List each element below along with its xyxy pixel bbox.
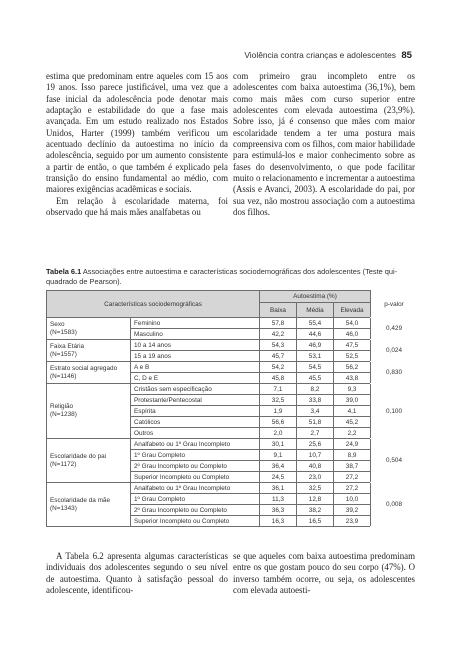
cell-baixa: 11,3 bbox=[260, 494, 297, 505]
group-label: Faixa Etária (N=1557) bbox=[47, 340, 131, 362]
row-label: Masculino bbox=[131, 329, 260, 340]
row-label: Católicos bbox=[131, 417, 260, 428]
cell-baixa: 36,4 bbox=[260, 461, 297, 472]
row-label: Protestante/Pentecostal bbox=[131, 395, 260, 406]
group-label: Sexo (N=1583) bbox=[47, 318, 131, 340]
row-label: 2º Grau Incompleto ou Completo bbox=[131, 505, 260, 516]
cell-media: 45,5 bbox=[297, 373, 334, 384]
cell-elevada: 47,5 bbox=[334, 340, 371, 351]
text-column-right bbox=[233, 71, 415, 218]
cell-baixa: 36,1 bbox=[260, 483, 297, 494]
row-label: 15 a 19 anos bbox=[131, 351, 260, 362]
cell-elevada: 39,0 bbox=[334, 395, 371, 406]
cell-baixa: 54,2 bbox=[260, 362, 297, 373]
cell-baixa: 2,0 bbox=[260, 428, 297, 439]
row-label: Espírita bbox=[131, 406, 260, 417]
row-label: Outros bbox=[131, 428, 260, 439]
table-body bbox=[47, 318, 418, 527]
header-media: Média bbox=[297, 303, 334, 318]
table-caption-label: Tabela 6.1 bbox=[46, 267, 82, 276]
cell-media: 3,4 bbox=[297, 406, 334, 417]
cell-media: 32,5 bbox=[297, 483, 334, 494]
cell-media: 25,6 bbox=[297, 439, 334, 450]
cell-baixa: 24,5 bbox=[260, 472, 297, 483]
running-title: Violência contra crianças e adolescentes bbox=[244, 50, 396, 60]
row-label: Feminino bbox=[131, 318, 260, 329]
cell-elevada: 43,8 bbox=[334, 373, 371, 384]
row-label: A e B bbox=[131, 362, 260, 373]
cell-media: 33,8 bbox=[297, 395, 334, 406]
table-row bbox=[47, 340, 418, 351]
cell-baixa: 56,6 bbox=[260, 417, 297, 428]
cell-elevada: 8,9 bbox=[334, 450, 371, 461]
running-header bbox=[244, 50, 412, 61]
p-value: 0,429 bbox=[371, 318, 418, 340]
group-label: Escolaridade da mãe (N=1343) bbox=[47, 483, 131, 527]
page-number: 85 bbox=[401, 50, 412, 61]
cell-media: 38,2 bbox=[297, 505, 334, 516]
cell-media: 10,7 bbox=[297, 450, 334, 461]
cell-elevada: 24,9 bbox=[334, 439, 371, 450]
table-row bbox=[47, 483, 418, 494]
cell-elevada: 39,2 bbox=[334, 505, 371, 516]
cell-baixa: 16,3 bbox=[260, 516, 297, 527]
row-label: Analfabeto ou 1º Grau Incompleto bbox=[131, 483, 260, 494]
cell-media: 40,8 bbox=[297, 461, 334, 472]
header-elevada: Elevada bbox=[334, 303, 371, 318]
cell-media: 16,5 bbox=[297, 516, 334, 527]
cell-baixa: 54,3 bbox=[260, 340, 297, 351]
row-label: 1º Grau Completo bbox=[131, 494, 260, 505]
cell-elevada: 10,0 bbox=[334, 494, 371, 505]
cell-elevada: 27,2 bbox=[334, 483, 371, 494]
cell-elevada: 46,0 bbox=[334, 329, 371, 340]
header-characteristics: Características sociodemográficas bbox=[47, 291, 260, 318]
paragraph: A Tabela 6.2 apresenta algumas características individuais dos adolescentes segundo o seu nível de autoestima. Quanto à satisfação pessoal do adolescente, identificou- bbox=[46, 551, 228, 596]
table-row bbox=[47, 384, 418, 395]
cell-media: 23,0 bbox=[297, 472, 334, 483]
p-value: 0,100 bbox=[371, 384, 418, 439]
data-table bbox=[46, 290, 418, 527]
group-label: Religião (N=1238) bbox=[47, 384, 131, 439]
cell-baixa: 1,9 bbox=[260, 406, 297, 417]
paragraph: Em relação à escolaridade materna, foi observado que há mais mães analfabetas ou bbox=[46, 195, 228, 218]
cell-media: 55,4 bbox=[297, 318, 334, 329]
row-label: Cristãos sem especificação bbox=[131, 384, 260, 395]
p-value: 0,830 bbox=[371, 362, 418, 384]
cell-media: 54,5 bbox=[297, 362, 334, 373]
p-value: 0,008 bbox=[371, 483, 418, 527]
text-column-right bbox=[233, 551, 415, 596]
cell-baixa: 45,7 bbox=[260, 351, 297, 362]
group-label: Escolaridade do pai (N=1172) bbox=[47, 439, 131, 483]
paragraph: se que aqueles com baixa autoestima predominam entre os que gostam pouco do seu corpo (47%). O inverso também ocorre, ou seja, os adolescentes com elevada autoesti- bbox=[233, 551, 415, 596]
row-label: Superior Incompleto ou Completo bbox=[131, 516, 260, 527]
table-caption-text: Associações entre autoestima e características sociodemográficas dos adolescentes (Teste qui-quadrado de Pearson). bbox=[46, 267, 398, 286]
group-label: Estrato social agregado (N=1146) bbox=[47, 362, 131, 384]
table-caption bbox=[46, 267, 418, 286]
cell-elevada: 2,2 bbox=[334, 428, 371, 439]
header-p-value: p-valor bbox=[371, 291, 418, 318]
cell-baixa: 57,8 bbox=[260, 318, 297, 329]
table-row bbox=[47, 318, 418, 329]
cell-media: 46,9 bbox=[297, 340, 334, 351]
cell-baixa: 42,2 bbox=[260, 329, 297, 340]
cell-baixa: 7,1 bbox=[260, 384, 297, 395]
cell-media: 44,6 bbox=[297, 329, 334, 340]
header-autoestima: Autoestima (%) bbox=[260, 291, 371, 303]
cell-media: 53,1 bbox=[297, 351, 334, 362]
cell-baixa: 45,8 bbox=[260, 373, 297, 384]
cell-media: 2,7 bbox=[297, 428, 334, 439]
body-text-top bbox=[46, 71, 415, 218]
cell-media: 8,2 bbox=[297, 384, 334, 395]
p-value: 0,504 bbox=[371, 439, 418, 483]
paragraph: estima que predominam entre aqueles com 15 aos 19 anos. Isso parece justificável, uma vez que a fase inicial da adolescência pode denotar mais adaptação e estabilidade do que a fase mais avançada. Em um estudo realizado nos Estados Unidos, Harter (1999) também verificou um acentuado declínio da autoestima no início da adolescência, seguido por um aumento consistente a partir de então, o que também é explicado pela transição do ensino fundamental ao médio, com maiores exigências acadêmicas e sociais. bbox=[46, 71, 228, 195]
cell-baixa: 36,3 bbox=[260, 505, 297, 516]
cell-elevada: 4,1 bbox=[334, 406, 371, 417]
table-row bbox=[47, 439, 418, 450]
body-text-bottom bbox=[46, 551, 415, 596]
cell-elevada: 52,5 bbox=[334, 351, 371, 362]
cell-elevada: 38,7 bbox=[334, 461, 371, 472]
cell-baixa: 32,5 bbox=[260, 395, 297, 406]
cell-media: 51,8 bbox=[297, 417, 334, 428]
cell-baixa: 9,1 bbox=[260, 450, 297, 461]
row-label: C, D e E bbox=[131, 373, 260, 384]
cell-elevada: 9,3 bbox=[334, 384, 371, 395]
cell-elevada: 56,2 bbox=[334, 362, 371, 373]
text-column-left bbox=[46, 551, 228, 596]
cell-elevada: 23,9 bbox=[334, 516, 371, 527]
p-value: 0,024 bbox=[371, 340, 418, 362]
cell-elevada: 27,2 bbox=[334, 472, 371, 483]
paragraph: com primeiro grau incompleto entre os adolescentes com baixa autoestima (36,1%), bem como mais mães com curso superior entre adolescentes com elevada autoestima (23,9%). Sobre isso, já é consenso que mães com maior escolaridade tendem a ter uma postura mais compreensiva com os filhos, com maior habilidade para estimulá-los e maior conhecimento sobre as fases do desenvolvimento, o que pode facilitar muito o relacionamento e incrementar a autoestima (Assis e Avanci, 2003). A escolaridade do pai, por sua vez, não mostrou associação com a autoestima dos filhos. bbox=[233, 71, 415, 218]
text-column-left bbox=[46, 71, 228, 218]
row-label: 2º Grau Incompleto ou Completo bbox=[131, 461, 260, 472]
cell-elevada: 54,0 bbox=[334, 318, 371, 329]
table-row bbox=[47, 362, 418, 373]
cell-baixa: 30,1 bbox=[260, 439, 297, 450]
row-label: 10 a 14 anos bbox=[131, 340, 260, 351]
cell-media: 12,8 bbox=[297, 494, 334, 505]
header-baixa: Baixa bbox=[260, 303, 297, 318]
row-label: 1º Grau Completo bbox=[131, 450, 260, 461]
row-label: Superior Incompleto ou Completo bbox=[131, 472, 260, 483]
row-label: Analfabeto ou 1º Grau Incompleto bbox=[131, 439, 260, 450]
cell-elevada: 45,2 bbox=[334, 417, 371, 428]
